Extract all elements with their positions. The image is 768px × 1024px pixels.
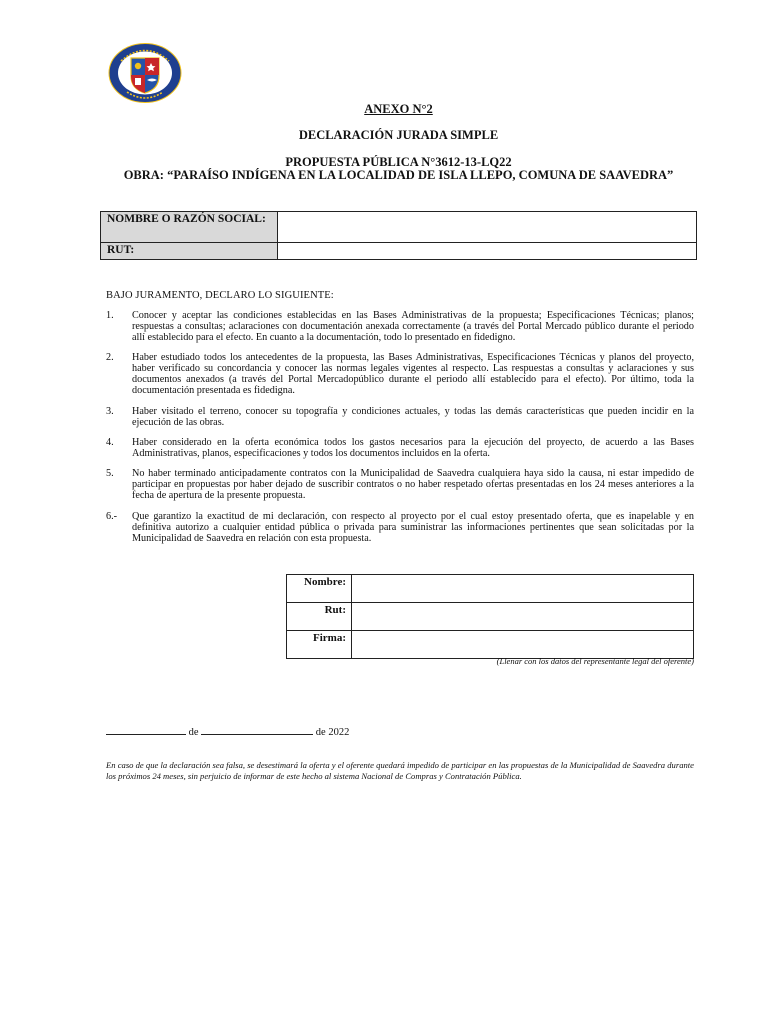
declaration-item bbox=[106, 407, 694, 429]
item-text: Conocer y aceptar las condiciones establecidas en las Bases Administrativas de la propuesta; Especificaciones Técnicas; planos; respuestas a consultas; aclaraciones con documentación anexada correctamente (a través del Portal Mercado público durante el periodo allí establecido para el efecto. En cuanto a la documentación, todo lo presentado en fidedigno. bbox=[132, 310, 694, 343]
item-number: 6.- bbox=[106, 511, 118, 522]
item-text: Que garantizo la exactitud de mi declaración, con respecto al proyecto por el cual estoy presentado oferta, que es inapelable y en definitiva autorizo a cualquier entidad pública o privada para suministrar las informaciones pertinentes que sean solicitadas por la Municipalidad de Saavedra en relación con esta propuesta. bbox=[132, 511, 694, 544]
date-de: de bbox=[188, 727, 199, 738]
signature-field[interactable] bbox=[352, 631, 694, 659]
proposal-number: PROPUESTA PÚBLICA N°3612-13-LQ22 bbox=[285, 155, 512, 169]
declaration-item bbox=[106, 353, 694, 397]
rut-label: RUT: bbox=[101, 243, 278, 260]
declaration-item bbox=[106, 512, 694, 545]
oath-intro: BAJO JURAMENTO, DECLARO LO SIGUIENTE: bbox=[106, 290, 334, 301]
item-text: Haber considerado en la oferta económica todos los gastos necesarios para la ejecución del proyecto, de acuerdo a las Bases Administrativas, planos, especificaciones y todos los documentos incluidos en la oferta. bbox=[132, 437, 694, 459]
item-text: Haber visitado el terreno, conocer su topografía y condiciones actuales, y todas las demás características que pueden incidir en la ejecución de las obras. bbox=[132, 406, 694, 428]
project-name: OBRA: “PARAÍSO INDÍGENA EN LA LOCALIDAD DE ISLA LLEPO, COMUNA DE SAAVEDRA” bbox=[123, 168, 674, 182]
false-declaration-warning: En caso de que la declaración sea falsa, se desestimará la oferta y el oferente quedará impedido de participar en las propuestas de la Municipalidad de Saavedra durante los próximos 24 meses, sin perjuicio de informar de este hecho al sistema Nacional de Compras y Contratación Pública. bbox=[106, 760, 694, 781]
signature-table bbox=[286, 574, 694, 659]
item-text: Haber estudiado todos los antecedentes de la propuesta, las Bases Administrativas, Especificaciones Técnicas y planos del proyecto, haber verificado su concordancia y conocer las normas legales vigentes al respecto. Las respuestas a consultas y aclaraciones y sus documentos anexados (a través del Portal Mercadopúblico durante el periodo allí establecido para el efecto). Por último, toda la documentación presentada es fidedigna. bbox=[132, 352, 694, 396]
signer-rut-label: Rut: bbox=[287, 603, 352, 631]
item-number: 2. bbox=[106, 352, 114, 363]
signature-note: (Llenar con los datos del representante legal del oferente) bbox=[496, 656, 694, 666]
declaration-item bbox=[106, 311, 694, 344]
company-name-label: NOMBRE O RAZÓN SOCIAL: bbox=[101, 212, 278, 243]
item-number: 1. bbox=[106, 310, 114, 321]
day-blank[interactable] bbox=[106, 725, 186, 735]
date-line bbox=[106, 725, 349, 738]
date-year: de 2022 bbox=[315, 727, 350, 738]
signer-rut-field[interactable] bbox=[352, 603, 694, 631]
signer-name-field[interactable] bbox=[352, 575, 694, 603]
declaration-title: DECLARACIÓN JURADA SIMPLE bbox=[298, 128, 499, 142]
municipality-logo bbox=[107, 42, 183, 104]
signature-label: Firma: bbox=[287, 631, 352, 659]
item-number: 3. bbox=[106, 406, 114, 417]
declaration-item bbox=[106, 438, 694, 460]
signer-name-label: Nombre: bbox=[287, 575, 352, 603]
item-text: No haber terminado anticipadamente contratos con la Municipalidad de Saavedra cualquiera haya sido la causa, ni estar impedido de participar en propuestas por haber dejado de suscribir contratos o no haber respetado ofertas presentadas en los 24 meses anteriores a la fecha de apertura de la presente propuesta. bbox=[132, 468, 694, 501]
item-number: 4. bbox=[106, 437, 114, 448]
declaration-item bbox=[106, 469, 694, 502]
rut-field[interactable] bbox=[278, 243, 697, 260]
company-name-field[interactable] bbox=[278, 212, 697, 243]
bidder-info-table bbox=[100, 211, 697, 260]
annex-title: ANEXO N°2 bbox=[364, 102, 433, 116]
item-number: 5. bbox=[106, 468, 114, 479]
month-blank[interactable] bbox=[201, 725, 313, 735]
